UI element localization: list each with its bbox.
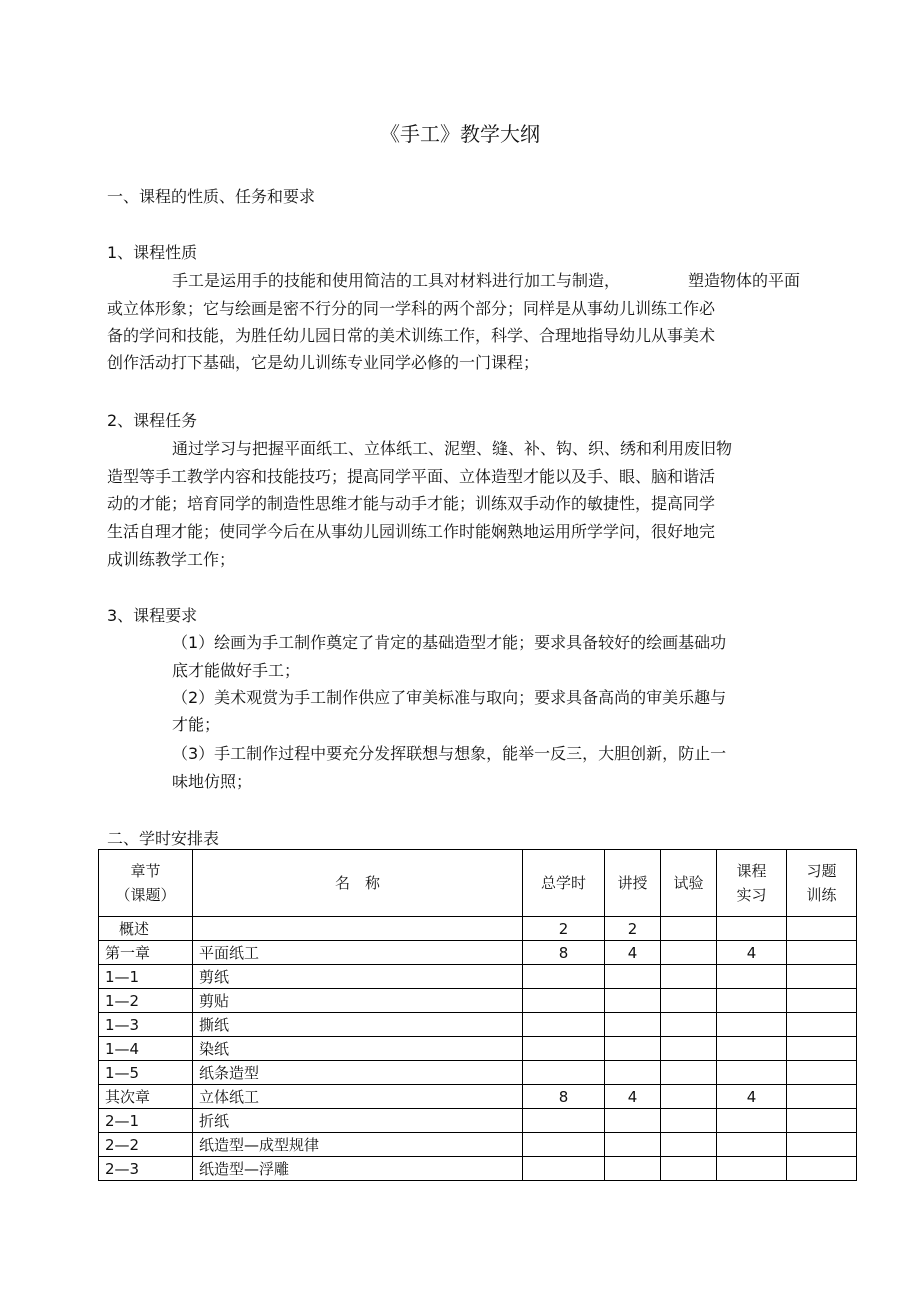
table-header-row <box>99 850 857 917</box>
table-row <box>99 917 857 941</box>
requirements-heading: 3、课程要求 <box>107 606 198 625</box>
cell-name <box>193 917 523 941</box>
cell-total <box>523 1061 605 1085</box>
cell-chapter: 2—3 <box>99 1157 193 1181</box>
cell-total <box>523 989 605 1013</box>
cell-exercise <box>787 1013 857 1037</box>
cell-name: 纸造型—浮雕 <box>193 1157 523 1181</box>
task-line: 成训练教学工作； <box>107 550 236 569</box>
cell-practice <box>717 1109 787 1133</box>
cell-practice: 4 <box>717 1085 787 1109</box>
table-row <box>99 1085 857 1109</box>
cell-chapter: 1—5 <box>99 1061 193 1085</box>
requirement-line: （3）手工制作过程中要充分发挥联想与想象，能举一反三，大胆创新，防止一 <box>172 744 727 763</box>
cell-practice <box>717 1061 787 1085</box>
cell-total <box>523 1037 605 1061</box>
cell-exercise <box>787 1037 857 1061</box>
cell-practice <box>717 1133 787 1157</box>
requirement-line: 底才能做好手工； <box>172 661 301 680</box>
cell-chapter: 2—1 <box>99 1109 193 1133</box>
cell-total <box>523 1109 605 1133</box>
cell-name: 撕纸 <box>193 1013 523 1037</box>
cell-practice <box>717 989 787 1013</box>
cell-chapter: 1—2 <box>99 989 193 1013</box>
cell-lecture <box>605 965 661 989</box>
cell-lecture: 4 <box>605 1085 661 1109</box>
cell-lecture: 4 <box>605 941 661 965</box>
cell-name: 染纸 <box>193 1037 523 1061</box>
cell-experiment <box>661 1157 717 1181</box>
table-row <box>99 1157 857 1181</box>
cell-practice <box>717 917 787 941</box>
cell-exercise <box>787 1133 857 1157</box>
cell-name: 纸造型—成型规律 <box>193 1133 523 1157</box>
cell-experiment <box>661 917 717 941</box>
cell-total <box>523 1157 605 1181</box>
cell-exercise <box>787 1109 857 1133</box>
cell-total: 8 <box>523 1085 605 1109</box>
nature-heading: 1、课程性质 <box>107 243 198 262</box>
cell-lecture <box>605 989 661 1013</box>
cell-name: 折纸 <box>193 1109 523 1133</box>
header-total-hours: 总学时 <box>523 850 605 917</box>
cell-total <box>523 1013 605 1037</box>
nature-line: 备的学问和技能，为胜任幼儿园日常的美术训练工作，科学、合理地指导幼儿从事美术 <box>107 326 716 345</box>
cell-experiment <box>661 1061 717 1085</box>
cell-total: 2 <box>523 917 605 941</box>
header-exercise <box>787 850 857 917</box>
cell-exercise <box>787 1085 857 1109</box>
header-exercise-line: 训练 <box>806 886 837 904</box>
task-heading: 2、课程任务 <box>107 411 198 430</box>
nature-line: 或立体形象；它与绘画是密不行分的同一学科的两个部分；同样是从事幼儿训练工作必 <box>107 299 716 318</box>
requirement-line: 味地仿照； <box>172 772 253 791</box>
cell-lecture <box>605 1133 661 1157</box>
cell-chapter: 1—4 <box>99 1037 193 1061</box>
cell-experiment <box>661 989 717 1013</box>
cell-experiment <box>661 1037 717 1061</box>
cell-exercise <box>787 917 857 941</box>
cell-chapter: 概述 <box>99 917 193 941</box>
section1-heading: 一、课程的性质、任务和要求 <box>107 187 316 206</box>
cell-name: 平面纸工 <box>193 941 523 965</box>
table-row <box>99 1109 857 1133</box>
header-name: 名 称 <box>193 850 523 917</box>
table-row <box>99 989 857 1013</box>
cell-practice <box>717 1037 787 1061</box>
cell-total <box>523 965 605 989</box>
table-row <box>99 941 857 965</box>
cell-experiment <box>661 1013 717 1037</box>
nature-line: 塑造物体的平面 <box>688 271 801 290</box>
task-line: 造型等手工教学内容和技能技巧；提高同学平面、立体造型才能以及手、眼、脑和谐活 <box>107 467 716 486</box>
page-title: 《手工》教学大纲 <box>380 122 540 146</box>
header-practice <box>717 850 787 917</box>
schedule-table <box>98 849 857 1181</box>
header-chapter <box>99 850 193 917</box>
cell-total <box>523 1133 605 1157</box>
cell-chapter: 第一章 <box>99 941 193 965</box>
cell-practice <box>717 1013 787 1037</box>
cell-exercise <box>787 1061 857 1085</box>
table-row <box>99 1013 857 1037</box>
cell-chapter: 其次章 <box>99 1085 193 1109</box>
cell-lecture <box>605 1037 661 1061</box>
cell-lecture <box>605 1061 661 1085</box>
task-line: 通过学习与把握平面纸工、立体纸工、泥塑、缝、补、钩、织、绣和利用废旧物 <box>172 439 733 458</box>
header-lecture: 讲授 <box>605 850 661 917</box>
cell-experiment <box>661 1109 717 1133</box>
cell-experiment <box>661 941 717 965</box>
cell-chapter: 2—2 <box>99 1133 193 1157</box>
header-practice-line: 课程 <box>736 862 767 880</box>
cell-practice <box>717 1157 787 1181</box>
cell-exercise <box>787 965 857 989</box>
table-row <box>99 1133 857 1157</box>
cell-practice: 4 <box>717 941 787 965</box>
nature-line: 创作活动打下基础，它是幼儿训练专业同学必修的一门课程； <box>107 353 540 372</box>
cell-experiment <box>661 1133 717 1157</box>
cell-name: 剪贴 <box>193 989 523 1013</box>
cell-experiment <box>661 965 717 989</box>
table-row <box>99 1061 857 1085</box>
table-row <box>99 965 857 989</box>
cell-lecture: 2 <box>605 917 661 941</box>
task-line: 动的才能；培育同学的制造性思维才能与动手才能；训练双手动作的敏捷性，提高同学 <box>107 494 716 513</box>
cell-exercise <box>787 989 857 1013</box>
requirement-line: （2）美术观赏为手工制作供应了审美标准与取向；要求具备高尚的审美乐趣与 <box>172 688 727 707</box>
requirement-line: （1）绘画为手工制作奠定了肯定的基础造型才能；要求具备较好的绘画基础功 <box>172 633 727 652</box>
cell-total: 8 <box>523 941 605 965</box>
task-line: 生活自理才能；使同学今后在从事幼儿园训练工作时能娴熟地运用所学学问，很好地完 <box>107 522 716 541</box>
cell-experiment <box>661 1085 717 1109</box>
header-chapter-line: （课题） <box>115 886 176 904</box>
header-chapter-line: 章节 <box>130 862 161 880</box>
cell-lecture <box>605 1013 661 1037</box>
cell-exercise <box>787 1157 857 1181</box>
cell-name: 纸条造型 <box>193 1061 523 1085</box>
cell-name: 剪纸 <box>193 965 523 989</box>
section2-heading: 二、学时安排表 <box>107 829 220 848</box>
cell-lecture <box>605 1157 661 1181</box>
cell-name: 立体纸工 <box>193 1085 523 1109</box>
requirement-line: 才能； <box>172 715 221 734</box>
header-exercise-line: 习题 <box>806 862 837 880</box>
table-row <box>99 1037 857 1061</box>
cell-exercise <box>787 941 857 965</box>
nature-line: 手工是运用手的技能和使用简洁的工具对材料进行加工与制造， <box>172 271 621 290</box>
cell-chapter: 1—1 <box>99 965 193 989</box>
header-practice-line: 实习 <box>736 886 767 904</box>
cell-lecture <box>605 1109 661 1133</box>
cell-chapter: 1—3 <box>99 1013 193 1037</box>
cell-practice <box>717 965 787 989</box>
header-experiment: 试验 <box>661 850 717 917</box>
